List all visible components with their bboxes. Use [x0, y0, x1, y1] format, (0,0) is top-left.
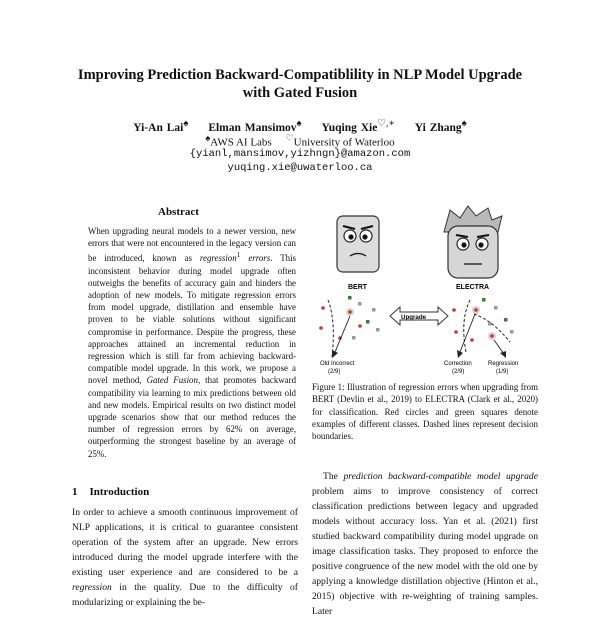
upgrade-label: Upgrade: [401, 314, 427, 321]
bert-face-icon: [337, 216, 379, 272]
affiliations: ♠AWS AI Labs ♡University of Waterloo: [205, 133, 395, 149]
author-1: Yi-An Lai♠: [133, 118, 189, 134]
title-line-2: with Gated Fusion: [242, 85, 358, 101]
email-line-1: {yianl,mansimov,yizhngn}@amazon.com: [189, 148, 411, 160]
title-line-1: Improving Prediction Backward-Compatiblility in NLP Model Upgrade: [77, 67, 523, 83]
old-incorrect-label: Old Incorrect: [320, 361, 355, 367]
regression-label: Regression: [488, 361, 519, 367]
abstract-body: When upgrading neural models to a newer version, new errors that were not encountered in the legacy version can be introduced, known as regression$^1$ errors. This inconsistent behavior during model upgrade often outweighs the benefits of accuracy gain and hinders the adoption of new models. To mitigate regression errors from model upgrade, distillation and ensemble have proven to be viable solutions without significant compromise in performance. Despite the progress, these approaches attained an incremental reduction in regression which is still far from achieving backward-compatible model upgrade. In this work, we propose a novel method, Gated Fusion, that promotes backward compatibility via learning to mix predictions between old and new models. Empirical results on two distinct model upgrade scenarios show that our method reduces the number of regression errors by 62% on average, outperforming the strongest baseline by an average of 25%.: [88, 226, 297, 459]
abstract-heading: Abstract: [158, 206, 199, 218]
electra-label: ELECTRA: [456, 284, 490, 291]
correction-label: Correction: [444, 361, 472, 367]
author-3: Yuqing Xie♡,∗: [321, 118, 395, 134]
author-list: [0, 118, 600, 134]
paper-title: [0, 66, 600, 102]
figure-1: [310, 202, 540, 380]
bert-scatter: [319, 296, 379, 358]
author-4: Yi Zhang♠: [414, 118, 467, 134]
right-column-paragraph: The prediction backward-compatible model upgrade problem aims to improve consistency of correct classification predictions between legacy and upgraded models without accuracy loss. Yan et al. (2021) first studied backward compatibility during model upgrade on image classification tasks. They proposed to enforce the positive congruence of the new model with the old one by applying a knowledge distillation objective (Hinton et al., 2015) objective with re-weighting of training samples. Later: [312, 471, 538, 617]
regression-fraction: (1/9): [496, 369, 509, 375]
author-2: Elman Mansimov♠: [208, 118, 302, 134]
section-heading: 1 Introduction: [72, 486, 150, 498]
electra-face-icon: [444, 206, 502, 278]
bert-label: BERT: [348, 284, 368, 291]
old-incorrect-fraction: (2/9): [328, 369, 341, 375]
figure-caption: Figure 1: Illustration of regression errors when upgrading from BERT (Devlin et al., 2019) to ELECTRA (Clark et al., 2020) for classification. Red circles and green squares denote examples of different classes. Dashed lines represent decision boundaries.: [312, 382, 538, 442]
correction-fraction: (2/9): [452, 369, 465, 375]
email-line-2: yuqing.xie@uwaterloo.ca: [227, 162, 373, 174]
intro-paragraph: In order to achieve a smooth continuous improvement of NLP applications, it is critical to guarantee consistent operation of the system after an upgrade. New errors introduced during the model upgrade interfere with the existing user experience and are considered to be a regression in the quality. Due to the difficulty of modularizing or explaining the be-: [72, 507, 298, 608]
electra-scatter: [452, 298, 513, 358]
